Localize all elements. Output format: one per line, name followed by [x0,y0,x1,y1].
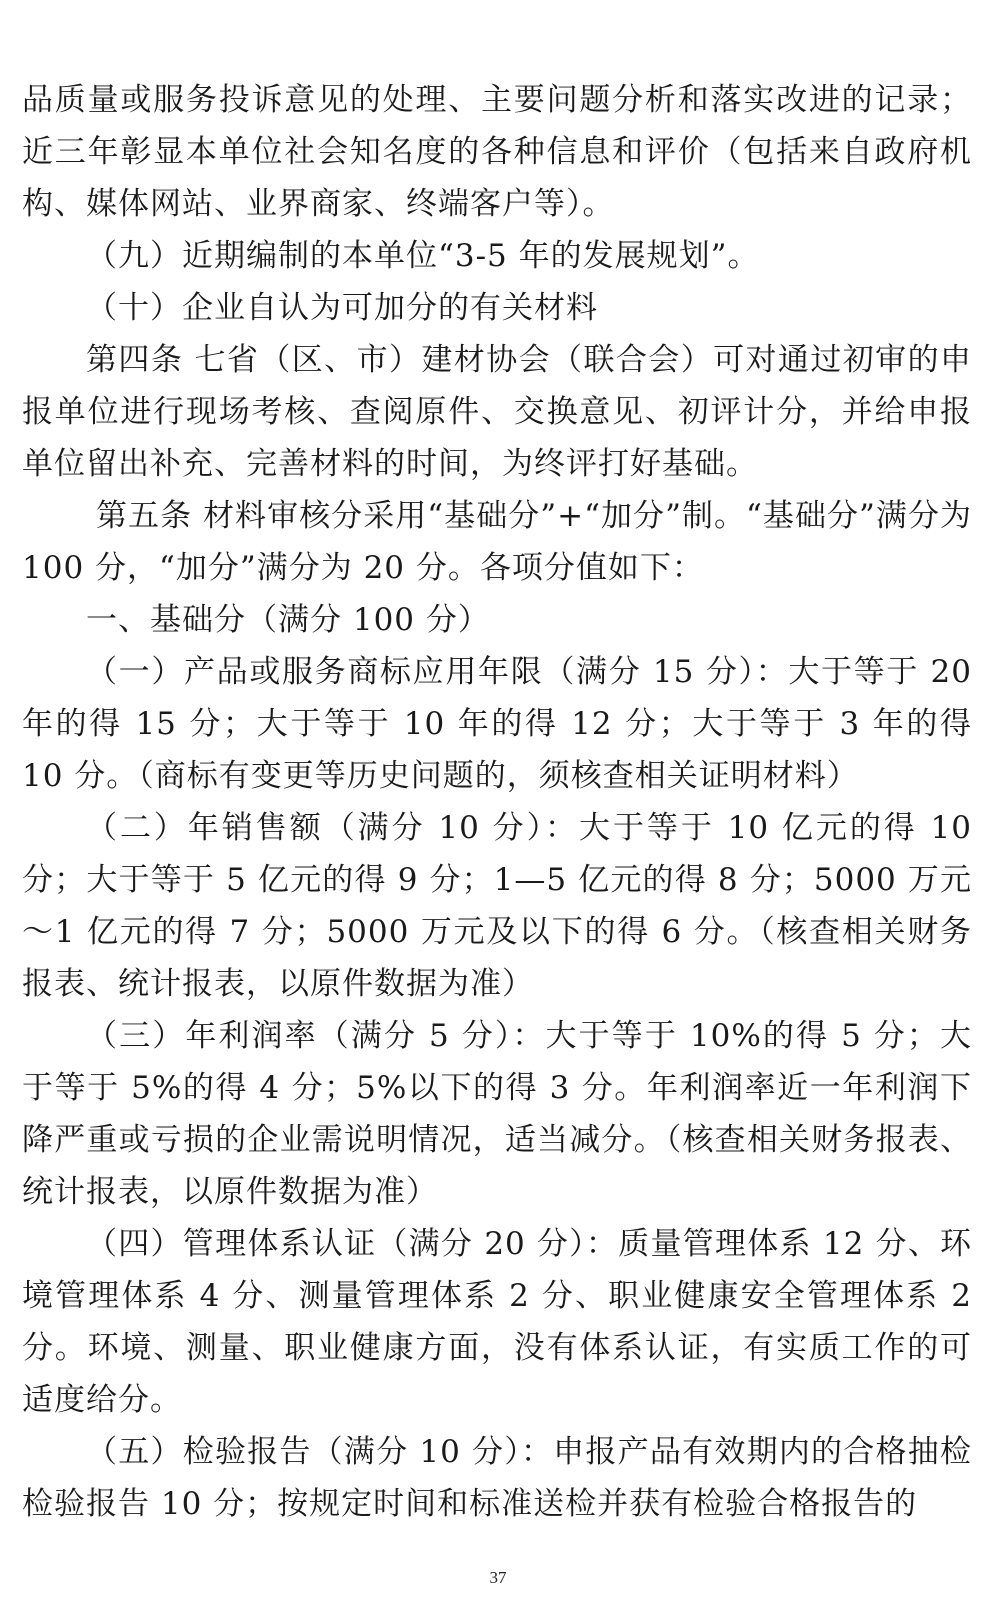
paragraph-item-9: （九）近期编制的本单位“3-5 年的发展规划”。 [86,238,760,274]
paragraph-trademark-years: （一）产品或服务商标应用年限（满分 15 分）：大于等于 20 年的得 15 分；大于等于 10 年的得 12 分；大于等于 3 年的得 10 分。（商标有变更等历史问题的，须核查相关证明材料） [22,654,972,794]
paragraph-article-4: 第四条 七省（区、市）建材协会（联合会）可对通过初审的申报单位进行现场考核、查阅原件、交换意见、初评计分，并给申报单位留出补充、完善材料的时间，为终评打好基础。 [22,342,972,482]
paragraph-complaint-records: 品质量或服务投诉意见的处理、主要问题分析和落实改进的记录；近三年彰显本单位社会知名度的各种信息和评价（包括来自政府机构、媒体网站、业界商家、终端客户等）。 [22,82,972,222]
paragraph-profit-rate: （三）年利润率（满分 5 分）：大于等于 10%的得 5 分；大于等于 5%的得 4 分；5%以下的得 3 分。年利润率近一年利润下降严重或亏损的企业需说明情况，适当减分。（核查相关财务报表、统计报表，以原件数据为准） [22,1018,972,1210]
document-body [22,74,972,1530]
paragraph-management-certification: （四）管理体系认证（满分 20 分）：质量管理体系 12 分、环境管理体系 4 分、测量管理体系 2 分、职业健康安全管理体系 2 分。环境、测量、职业健康方面，没有体系认证，有实质工作的可适度给分。 [22,1226,972,1418]
paragraph-article-5: 第五条 材料审核分采用“基础分”+“加分”制。“基础分”满分为 100 分，“加分”满分为 20 分。各项分值如下： [22,498,972,586]
paragraph-inspection-report: （五）检验报告（满分 10 分）：申报产品有效期内的合格抽检检验报告 10 分；按规定时间和标准送检并获有检验合格报告的 [22,1434,972,1522]
page-number: 37 [489,1568,507,1587]
section-heading-base-score: 一、基础分（满分 100 分） [86,602,490,638]
paragraph-item-10: （十）企业自认为可加分的有关材料 [86,290,598,326]
paragraph-annual-sales: （二）年销售额（满分 10 分）：大于等于 10 亿元的得 10 分；大于等于 5 亿元的得 9 分；1—5 亿元的得 8 分；5000 万元～1 亿元的得 7 分；5000 万元及以下的得 6 分。（核查相关财务报表、统计报表，以原件数据为准） [22,810,972,1002]
